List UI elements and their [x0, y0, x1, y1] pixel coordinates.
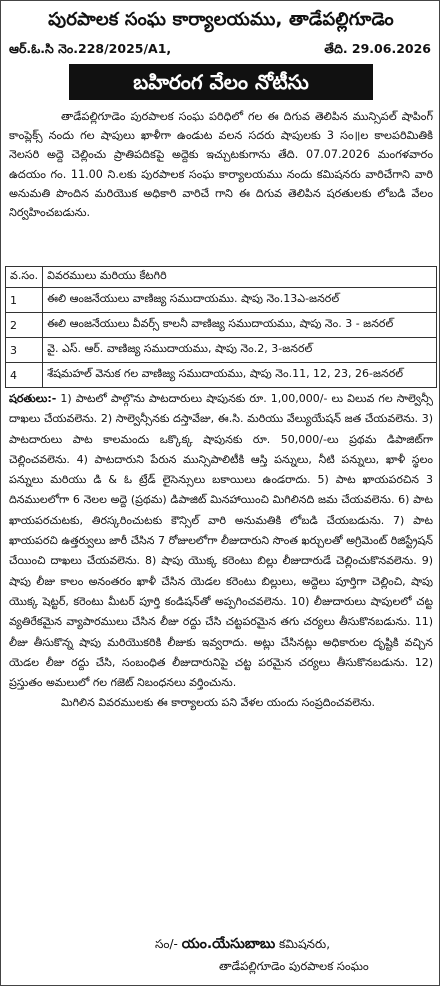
- reference-line: [9, 41, 431, 59]
- table-row: [6, 338, 437, 363]
- terms-heading: షరతులు:-: [9, 392, 57, 405]
- notice-date: తేది. 29.06.2026: [324, 41, 431, 56]
- row-details: వై. ఎస్. ఆర్. వాణిజ్య సముదాయము, షాపు నెం.2, 3-జనరల్: [43, 338, 437, 363]
- row-sno: 4: [6, 363, 43, 388]
- closing-text: మిగిలిన వివరములకు ఈ కార్యాలయ పని వేళల యందు సంప్రదించవలెను.: [61, 696, 376, 710]
- signatory-office: తాడేపల్లిగూడెం పురపాలక సంఘం: [219, 959, 369, 973]
- intro-text: తాడేపల్లిగూడెం పురపాలక సంఘ పరిధిలో గల ఈ దిగువ తెలిపిన మున్సిపల్ షాపింగ్ కాంప్లెక్స్ నందు గల షాపులు ఖాళీగా ఉండుట వలన సదరు షాపులకు 3 సం॥ల కాలపరిమితికి నెలసరి అద్దె చెల్లించు ప్రాతిపదికపై అద్దెకు ఇచ్చుటకుగాను తేది. 07.07.2026 మంగళవారం ఉదయం గం. 11.00 ని.లకు పురపాలక సంఘ కార్యాలయము నందు కమిషనరు వారిచేగాని వారి అనుమతి పొందిన మరియొక అధికారి వారిచే గాని ఈ దిగువ తెలిపిన షరతులకు లోబడి వేలం నిర్వహించబడును.: [9, 110, 433, 220]
- row-details: ఈలి ఆంజనేయులు వాణిజ్య సముదాయము. షాపు నెం.13ఎ-జనరల్: [43, 288, 437, 313]
- signature-block: [155, 936, 330, 955]
- signature-prefix: సం/-: [155, 937, 178, 951]
- row-sno: 1: [6, 288, 43, 313]
- notice-title-banner: బహిరంగ వేలం నోటీసు: [69, 64, 373, 100]
- table-row: [6, 363, 437, 388]
- row-sno: 2: [6, 313, 43, 338]
- reference-number: ఆర్.ఓ.సి నెం.228/2025/A1,: [9, 41, 172, 56]
- intro-paragraph: [9, 107, 433, 222]
- shops-table: [5, 266, 437, 388]
- row-sno: 3: [6, 338, 43, 363]
- signatory-designation: కమిషనరు,: [279, 937, 331, 951]
- terms-section: [9, 389, 433, 714]
- row-details: శేషమహల్ వెనుక గల వాణిజ్య సముదాయము, షాపు నెం.11, 12, 23, 26-జనరల్: [43, 363, 437, 388]
- table-header-row: [6, 267, 437, 288]
- terms-text: 1) పాటలో పాల్గొను పాటదారులు షాపునకు రూ. 1,00,000/- లు విలువ గల సాల్వెన్సీ దాఖలు చేయవలెను. 2) సాల్వెన్సీనకు దస్తావేజు, ఈ.సి. మరియు వేల్యుయేషన్ జత చేయవలెను. 3) పాటదారులు పాట కాలమందు ఒక్కొక్క షాపునకు రూ. 50,000/-లు ప్రథమ డిపాజిట్‌గా చెల్లించవలెను. 4) పాటదారుని పేరున మున్సిపాలిటీకి ఆస్తి పన్నులు, నీటి పన్నులు, ఖాళీ స్థలం పన్నులు మరియు డి & ఓ ట్రేడ్ లైసెన్సులు బకాయిలు ఉండరాదు. 5) పాట ఖాయపరచిన 3 దినములలోగా 6 నెలల అద్దె (ప్రథమ) డిపాజిట్ మినహాయించి మిగిలినది జమ చేయవలెను. 6) పాట ఖాయపరచుటకు, తిరస్కరించుటకు కౌన్సిల్ వారి అనుమతికి లోబడి చేయబడును. 7) పాట ఖాయపరచి ఉత్తర్వులు జారీ చేసిన 7 రోజులలోగా లీజుదారుని సొంత ఖర్చులతో అగ్రిమెంట్ రిజిస్ట్రేషన్ చేయించి దాఖలు చేయవలెను. 8) షాపు యొక్క కరెంటు బిల్లు లీజుదారుడే చెల్లించుకొనవలెను. 9) షాపు లీజు కాలం అనంతరం ఖాళీ చేసిన యెడల కరెంటు బిల్లులు, అద్దెలు పూర్తిగా చెల్లించి, షాపు యొక్క షెట్టర్, కరెంటు మీటర్ పూర్తి కండిషన్‌తో అప్పగించవలెను. 10) లీజుదారులు షాపులలో చట్ట వ్యతిరేకమైన వ్యాపారములు చేసిన లీజు రద్దు చేసి చట్టపరమైన తగు చర్యలు తీసుకొనబడును. 11) లీజు తీసుకొన్న షాపు మరియొకరికి లీజుకు ఇవ్వరాదు. అట్లు చేసినట్లు అధికారుల దృష్టికి వచ్చిన యెడల లీజు రద్దు చేసి, సంబంధిత లీజుదారునిపై చట్ట పరమైన చర్యలు తీసుకొనబడును. 12) ప్రస్తుతం అమలులో గల గజెట్ నిబంధనలు వర్తించును.: [9, 392, 433, 690]
- office-title: పురపాలక సంఘ కార్యాలయము, తాడేపల్లిగూడెం: [48, 9, 394, 30]
- signatory-name: యం.యేసుబాబు: [181, 936, 276, 952]
- column-header-sno: వ.సం.: [6, 267, 43, 288]
- table-row: [6, 313, 437, 338]
- table-row: [6, 288, 437, 313]
- terms-paragraph: [9, 389, 433, 693]
- column-header-details: వివరములు మరియు కేటగిరి: [43, 267, 437, 288]
- row-details: ఈలి ఆంజనేయులు వీవర్స్ కాలనీ వాణిజ్య సముదాయము, షాపు నెం. 3 - జనరల్: [43, 313, 437, 338]
